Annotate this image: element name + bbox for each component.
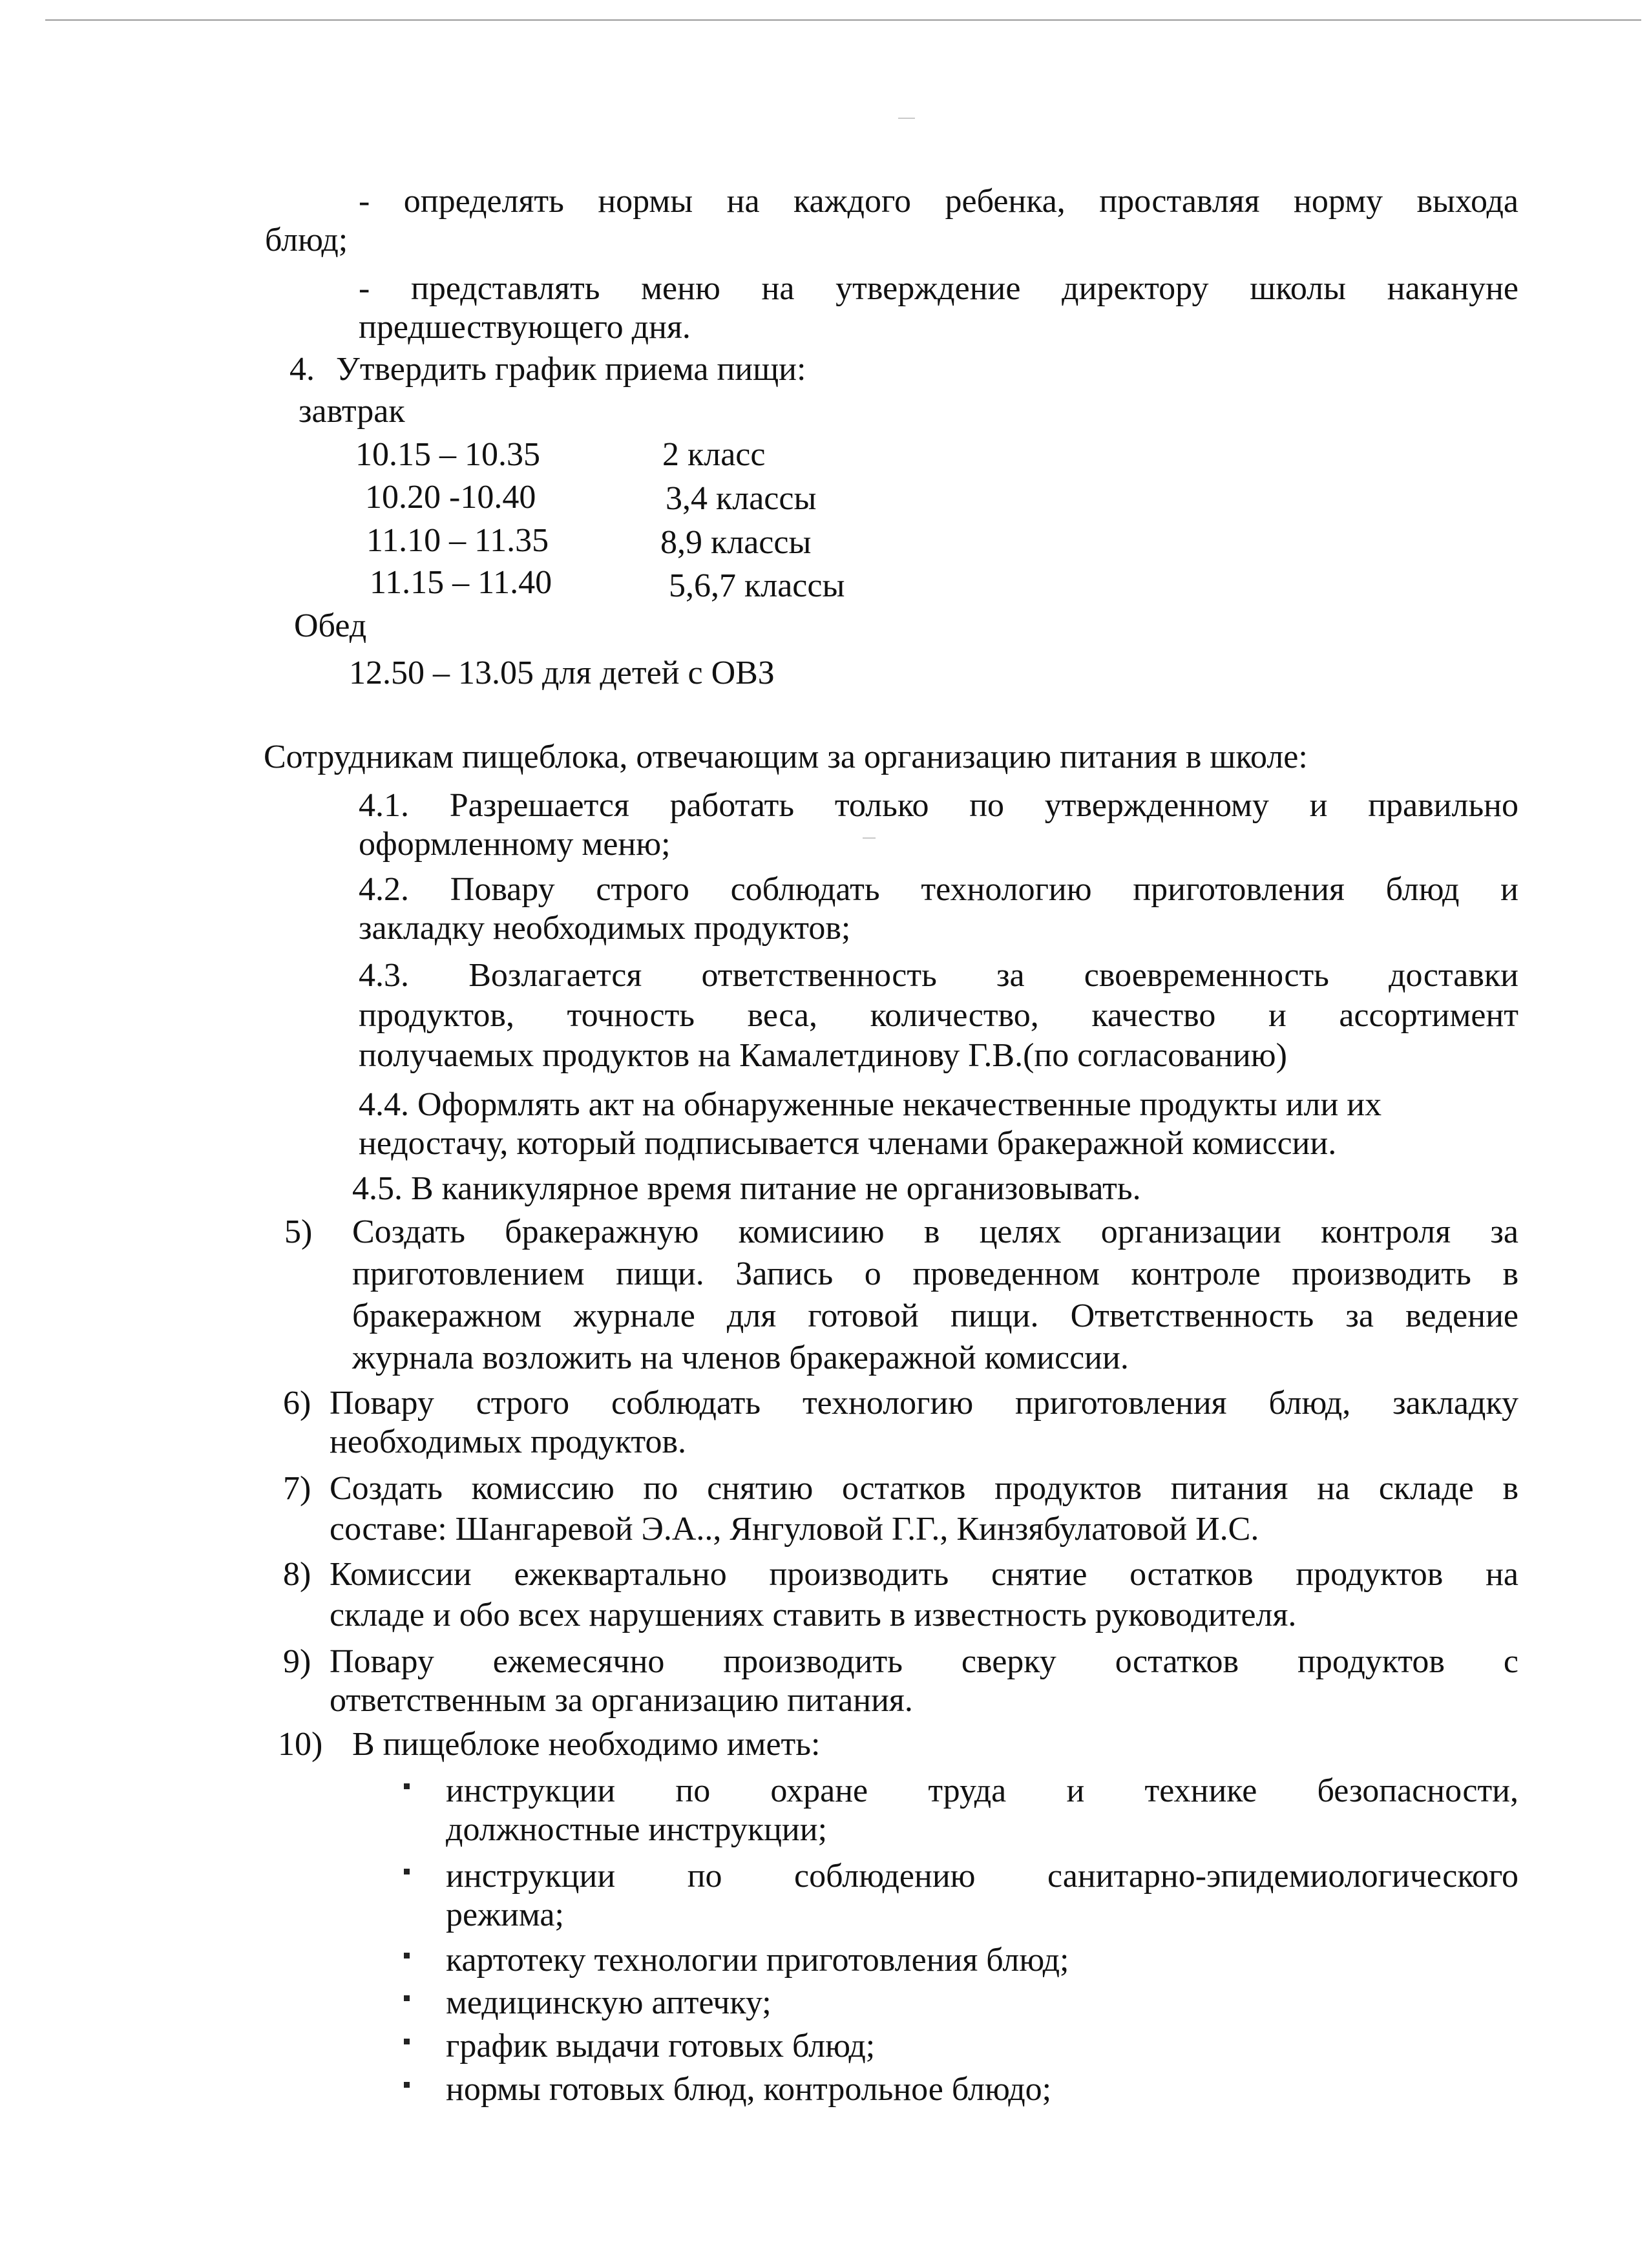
item-10-bullet-4: медицинскую аптечку; (446, 1984, 772, 2021)
item-10-bullet-1-line-1: инструкции по охране труда и технике безопасности, (446, 1772, 1518, 1809)
staff-4-5-line-1: 4.5. В каникулярное время питание не организовывать. (352, 1170, 1141, 1207)
schedule-time: 10.20 -10.40 (365, 479, 536, 516)
schedule-group: 8,9 классы (660, 524, 812, 561)
item-10-bullet-2-line-1: инструкции по соблюдению санитарно-эпидемиологического (446, 1858, 1518, 1895)
item-10-number: 10) (278, 1726, 323, 1763)
item-6-number: 6) (283, 1385, 311, 1422)
item-10-title: В пищеблоке необходимо иметь: (352, 1726, 821, 1763)
item-5-number: 5) (284, 1213, 313, 1250)
breakfast-label: завтрак (299, 393, 405, 430)
item-9-line-1: Повару ежемесячно производить сверку остатков продуктов с (330, 1643, 1518, 1680)
bullet-icon (404, 1953, 410, 1958)
schedule-group: 3,4 классы (666, 480, 817, 517)
intro-line-2: блюд; (265, 222, 348, 258)
bullet-icon (404, 1783, 410, 1789)
schedule-time: 11.15 – 11.40 (370, 564, 552, 601)
schedule-time: 10.15 – 10.35 (355, 436, 540, 473)
staff-4-3-line-1: 4.3. Возлагается ответственность за своевременность доставки (359, 957, 1518, 994)
item-9-number: 9) (283, 1643, 311, 1680)
item-5-line-2: приготовлением пищи. Запись о проведенном контроле производить в (352, 1255, 1518, 1292)
intro-line-4: предшествующего дня. (359, 309, 691, 346)
staff-4-4-line-2: недостачу, который подписывается членами бракеражной комиссии. (359, 1125, 1337, 1162)
staff-4-4-line-1: 4.4. Оформлять акт на обнаруженные некачественные продукты или их (359, 1086, 1382, 1123)
lunch-line: 12.50 – 13.05 для детей с ОВЗ (349, 655, 775, 691)
bullet-icon (404, 1869, 410, 1874)
item-5-line-4: журнала возложить на членов бракеражной комиссии. (352, 1339, 1129, 1376)
item-4-title: Утвердить график приема пищи: (336, 351, 806, 388)
item-10-bullet-2-line-2: режима; (446, 1896, 564, 1933)
staff-4-3-line-2: продуктов, точность веса, количество, качество и ассортимент (359, 997, 1518, 1034)
bullet-icon (404, 2039, 410, 2044)
item-6-line-2: необходимых продуктов. (330, 1423, 686, 1460)
item-4-number: 4. (289, 351, 315, 388)
item-9-line-2: ответственным за организацию питания. (330, 1682, 913, 1719)
item-10-bullet-6: нормы готовых блюд, контрольное блюдо; (446, 2071, 1052, 2108)
staff-heading: Сотрудникам пищеблока, отвечающим за организацию питания в школе: (264, 739, 1308, 775)
item-8-line-1: Комиссии ежеквартально производить снятие остатков продуктов на (330, 1556, 1518, 1593)
intro-line-1: - определять нормы на каждого ребенка, проставляя норму выхода (359, 183, 1518, 220)
item-7-line-1: Создать комиссию по снятию остатков продуктов питания на складе в (330, 1470, 1518, 1507)
item-10-bullet-1-line-2: должностные инструкции; (446, 1811, 828, 1848)
staff-4-2-line-1: 4.2. Повару строго соблюдать технологию приготовления блюд и (359, 871, 1518, 908)
schedule-time: 11.10 – 11.35 (366, 522, 549, 559)
schedule-group: 5,6,7 классы (669, 567, 845, 604)
bullet-icon (404, 1995, 410, 2001)
bullet-icon (404, 2082, 410, 2088)
item-5-line-3: бракеражном журнале для готовой пищи. Ответственность за ведение (352, 1297, 1518, 1334)
staff-4-2-line-2: закладку необходимых продуктов; (359, 910, 851, 947)
item-8-line-2: складе и обо всех нарушениях ставить в известность руководителя. (330, 1597, 1297, 1633)
item-5-line-1: Создать бракеражную комисиию в целях организации контроля за (352, 1213, 1518, 1250)
intro-line-3: - представлять меню на утверждение директору школы накануне (359, 270, 1518, 307)
item-8-number: 8) (283, 1556, 311, 1593)
lunch-label: Обед (294, 607, 367, 644)
item-10-bullet-3: картотеку технологии приготовления блюд; (446, 1942, 1069, 1979)
schedule-group: 2 класс (662, 436, 766, 473)
staff-4-3-line-3: получаемых продуктов на Камалетдинову Г.В.(по согласованию) (359, 1037, 1287, 1074)
staff-4-1-line-2: оформленному меню; (359, 826, 671, 863)
staff-4-1-line-1: 4.1. Разрешается работать только по утвержденному и правильно (359, 787, 1518, 824)
item-7-number: 7) (283, 1470, 311, 1507)
item-6-line-1: Повару строго соблюдать технологию приготовления блюд, закладку (330, 1385, 1518, 1422)
item-10-bullet-5: график выдачи готовых блюд; (446, 2028, 876, 2064)
item-7-line-2: составе: Шангаревой Э.А.., Янгуловой Г.Г., Кинзябулатовой И.С. (330, 1511, 1259, 1548)
